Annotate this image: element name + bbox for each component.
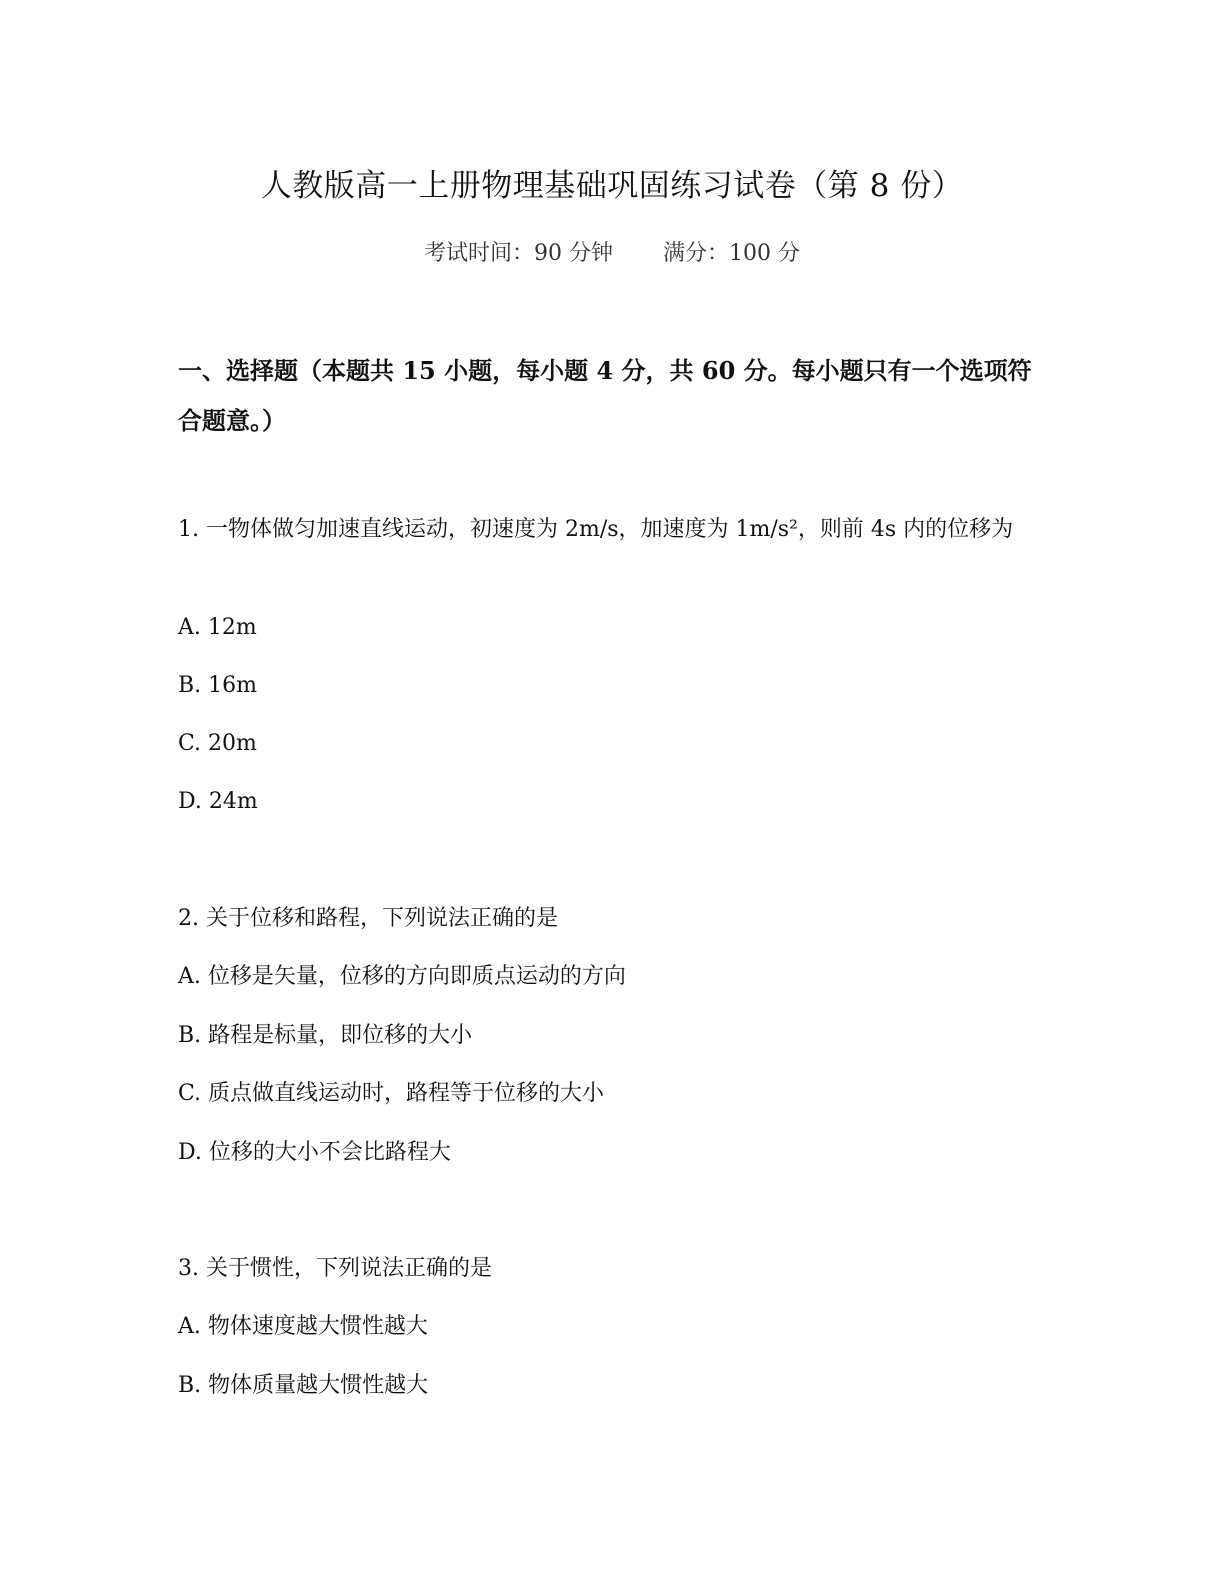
section-heading: 一、选择题（本题共 15 小题，每小题 4 分，共 60 分。每小题只有一个选项符合题意。） bbox=[178, 356, 1032, 435]
question-2-option-b: B. 路程是标量，即位移的大小 bbox=[178, 1023, 473, 1048]
question-1-option-d: D. 24m bbox=[178, 789, 258, 814]
question-1-option-c: C. 20m bbox=[178, 731, 257, 756]
full-score: 满分：100 分 bbox=[663, 241, 800, 266]
question-3-stem: 3. 关于惯性，下列说法正确的是 bbox=[178, 1256, 492, 1281]
question-3-option-b: B. 物体质量越大惯性越大 bbox=[178, 1373, 429, 1398]
page-title: 人教版高一上册物理基础巩固练习试卷（第 8 份） bbox=[260, 168, 964, 204]
question-2-option-c: C. 质点做直线运动时，路程等于位移的大小 bbox=[178, 1081, 605, 1106]
question-1-option-a: A. 12m bbox=[178, 615, 257, 640]
question-2-option-a: A. 位移是矢量，位移的方向即质点运动的方向 bbox=[178, 964, 626, 989]
question-2-stem: 2. 关于位移和路程，下列说法正确的是 bbox=[178, 906, 558, 931]
exam-info bbox=[0, 236, 1224, 267]
exam-time: 考试时间：90 分钟 bbox=[424, 241, 613, 266]
question-1-option-b: B. 16m bbox=[178, 673, 258, 698]
question-3-option-a: A. 物体速度越大惯性越大 bbox=[178, 1314, 428, 1339]
question-1-stem: 1. 一物体做匀加速直线运动，初速度为 2m/s，加速度为 1m/s²，则前 4s 内的位移为 bbox=[178, 517, 1014, 542]
question-2-option-d: D. 位移的大小不会比路程大 bbox=[178, 1140, 451, 1165]
